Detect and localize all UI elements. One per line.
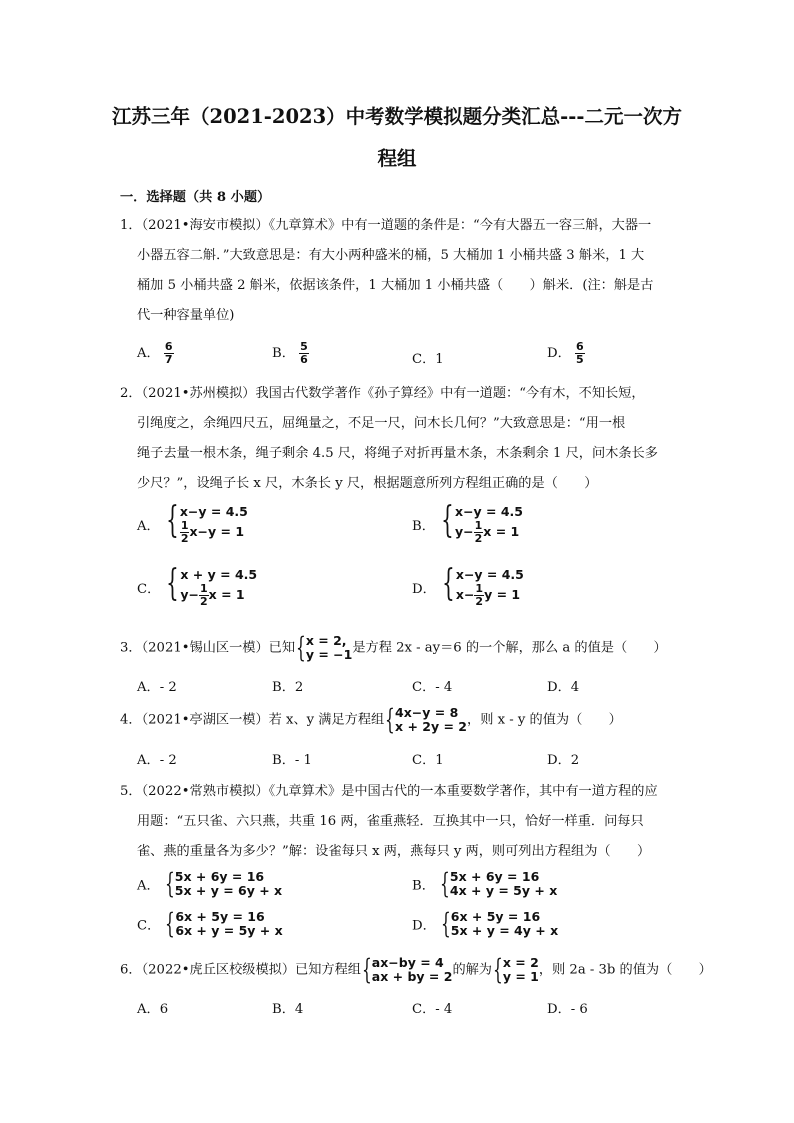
document-title-line-2: 程组 bbox=[377, 147, 417, 170]
q5-line-2: 用题：“五只雀、六只燕，共重 16 两，雀重燕轻．互换其中一只，恰好一样重．问每只 bbox=[137, 814, 644, 829]
q2-line-3: 绳子去量一根木条，绳子剩余 4.5 尺，将绳子对折再量木条，木条剩余 1 尺，问木条长多 bbox=[137, 446, 658, 461]
q3-option-c: C．- 4 bbox=[412, 680, 453, 695]
q5-line-1: 5．（2022•常熟市模拟）《九章算术》是中国古代的一本重要数学著作，其中有一道方程的应 bbox=[120, 784, 658, 799]
q2-line-1: 2．（2021•苏州模拟）我国古代数学著作《孙子算经》中有一道题：“今有木，不知长短， bbox=[120, 386, 645, 401]
q6-option-c: C．- 4 bbox=[412, 1002, 453, 1017]
q1-line-4: 代一种容量单位) bbox=[137, 308, 235, 323]
q1-line-2: 小器五容二斛．”大致意思是：有大小两种盛米的桶，5 大桶加 1 小桶共盛 3 斛米，1 大 bbox=[137, 248, 645, 263]
q3-option-b: B．2 bbox=[272, 680, 304, 695]
q2-option-a: A． { x−y = 4.5 $\frac{1}{2}$ x−y = 1 bbox=[137, 500, 248, 545]
q2-line-4: 少尺？”，设绳子长 x 尺，木条长 y 尺，根据题意所列方程组正确的是（ ） bbox=[137, 476, 598, 491]
q2-option-b: B． { x−y = 4.5 y− $\frac{1}{2}$ x = 1 bbox=[412, 500, 524, 545]
fraction: $\frac{6}{5}$ bbox=[575, 340, 584, 366]
q1-option-a: A． $\frac{6}{7}$ bbox=[137, 340, 173, 366]
q5-option-d: D． { 6x + 5y = 16 5x + y = 4y + x bbox=[412, 907, 559, 940]
q3-option-a: A．- 2 bbox=[137, 680, 177, 695]
q6-option-b: B．4 bbox=[272, 1002, 304, 1017]
q1-option-c: C．1 bbox=[412, 352, 444, 367]
q2-line-2: 引绳度之，余绳四尺五，屈绳量之，不足一尺，问木长几何？”大致意思是：“用一根 bbox=[137, 416, 626, 431]
q4-option-c: C．1 bbox=[412, 753, 444, 768]
document-title-line-1: 江苏三年（2021-2023）中考数学模拟题分类汇总---二元一次方 bbox=[112, 105, 682, 128]
q2-option-c: C． { x + y = 4.5 y− $\frac{1}{2}$ x = 1 bbox=[137, 563, 258, 608]
q5-option-b: B． { 5x + 6y = 16 4x + y = 5y + x bbox=[412, 867, 558, 900]
q4-option-a: A．- 2 bbox=[137, 753, 177, 768]
q4-option-d: D．2 bbox=[547, 753, 580, 768]
section-heading: 一．选择题（共 8 小题） bbox=[120, 190, 271, 205]
q5-line-3: 雀、燕的重量各为多少？”解：设雀每只 x 两，燕每只 y 两，则可列出方程组为（ ） bbox=[137, 844, 651, 859]
q4-option-b: B．- 1 bbox=[272, 753, 312, 768]
q1-option-b: B． $\frac{5}{6}$ bbox=[272, 340, 308, 366]
q3-option-d: D．4 bbox=[547, 680, 580, 695]
q6-option-d: D．- 6 bbox=[547, 1002, 588, 1017]
q1-line-1: 1．（2021•海安市模拟）《九章算术》中有一道题的条件是：“今有大器五一容三斛，大器一 bbox=[120, 218, 652, 233]
q1-line-3: 桶加 5 小桶共盛 2 斛米，依据该条件，1 大桶加 1 小桶共盛（ ）斛米．(注：斛是古 bbox=[137, 278, 654, 293]
fraction: $\frac{5}{6}$ bbox=[300, 340, 308, 366]
q1-option-d: D． $\frac{6}{5}$ bbox=[547, 340, 584, 366]
q6-stem: 6．（2022•虎丘区校级模拟）已知方程组 { ax−by = 4 ax + by = 2 的解为 { x = 2 y = 1 ，则 2a - 3b 的值为（ ） bbox=[120, 953, 712, 986]
q5-option-a: A． { 5x + 6y = 16 5x + y = 6y + x bbox=[137, 867, 283, 900]
q4-stem: 4．（2021•亭湖区一模）若 x、y 满足方程组 { 4x−y = 8 x + 2y = 2 ，则 x - y 的值为（ ） bbox=[120, 703, 622, 736]
q3-stem: 3．（2021•锡山区一模）已知 { x = 2, y = −1 是方程 2x - ay＝6 的一个解，那么 a 的值是（ ） bbox=[120, 631, 667, 664]
q2-option-d: D． { x−y = 4.5 x− $\frac{1}{2}$ y = 1 bbox=[412, 563, 524, 608]
q6-option-a: A．6 bbox=[137, 1002, 169, 1017]
fraction: $\frac{6}{7}$ bbox=[164, 340, 173, 366]
q5-option-c: C． { 6x + 5y = 16 6x + y = 5y + x bbox=[137, 907, 283, 940]
